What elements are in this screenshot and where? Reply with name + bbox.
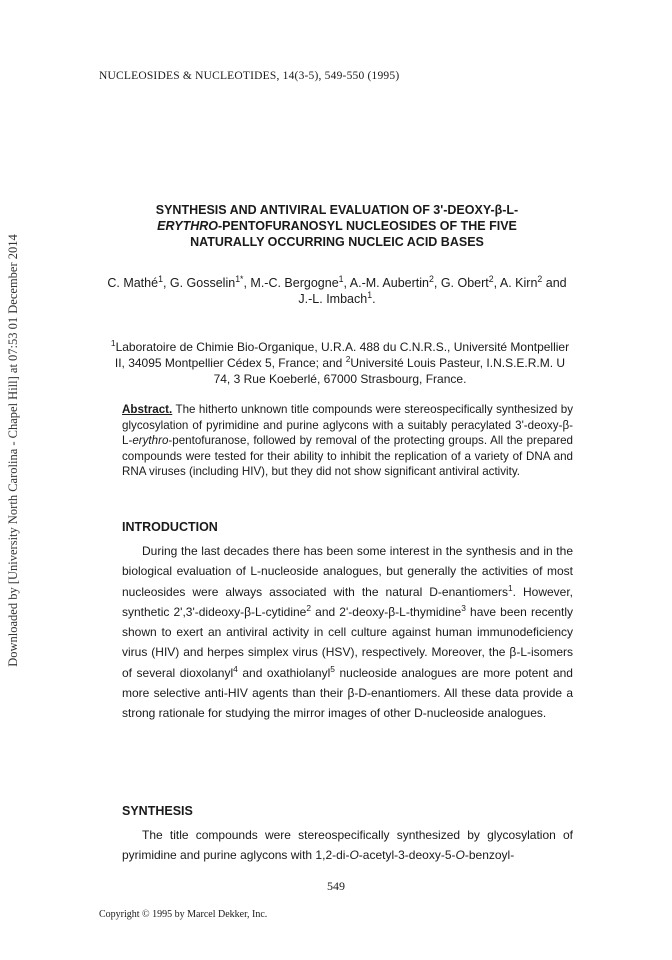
introduction-paragraph <box>122 541 573 724</box>
citation-sup: 2 <box>306 602 312 613</box>
author-sup: 1* <box>235 273 244 284</box>
author-sup: 2 <box>429 273 434 284</box>
paper-title <box>100 202 574 250</box>
author-name: , M.-C. Bergogne <box>243 276 339 290</box>
author-list <box>100 275 574 307</box>
synthesis-paragraph <box>122 825 573 866</box>
affil-text: Laboratoire de Chimie Bio-Organique, U.R.A. 488 du C.N.R.S., Université Montpellier II, 34095 Montpellier Cédex 5, France; and <box>114 340 570 370</box>
page-number: 549 <box>327 879 345 893</box>
citation-sup: 4 <box>233 663 238 674</box>
author-name: , G. Obert <box>433 276 489 290</box>
author-sup: 1 <box>158 273 163 284</box>
author-name: , A.-M. Aubertin <box>343 276 429 290</box>
journal-header: NUCLEOSIDES & NUCLEOTIDES, 14(3-5), 549-550 (1995) <box>99 70 400 82</box>
author-name: , G. Gosselin <box>162 276 236 290</box>
intro-text: nucleoside analogues are more potent and more selective anti-HIV agents than their β-D-enantiomers. All these data provide a strong rationale for studying the mirror images of other D-nucleoside analogues. <box>122 665 573 721</box>
author-end: . <box>372 292 376 306</box>
citation-sup: 1 <box>507 582 513 593</box>
abstract-label: Abstract. <box>122 403 173 416</box>
syn-text: -acetyl-3-deoxy-5- <box>358 848 456 863</box>
intro-text: have been recently shown to exert an antiviral activity in cell culture against human immunodeficiency virus (HIV) and herpes simplex virus (HSV), respectively. Moreover, the β-L-isomers of several dioxolanyl <box>122 604 574 680</box>
affil-sup: 1 <box>110 338 116 348</box>
intro-text: and oxathiolanyl <box>237 665 331 680</box>
abstract-text: -pentofuranose, followed by removal of the protecting groups. All the prepared compounds were tested for their ability to inhibit the replication of a variety of DNA and RNA viruses (including HIV), but they did not show significant antiviral activity. <box>122 434 573 479</box>
citation-sup: 5 <box>330 663 335 674</box>
affiliations <box>110 339 570 387</box>
synthesis-heading: SYNTHESIS <box>122 804 193 818</box>
copyright-notice: Copyright © 1995 by Marcel Dekker, Inc. <box>99 909 268 920</box>
title-italic: ERYTHRO <box>157 219 218 233</box>
citation-sup: 3 <box>461 602 466 613</box>
syn-italic: O <box>455 848 465 863</box>
abstract-italic: erythro <box>132 434 169 448</box>
title-line-2 <box>100 218 574 234</box>
author-sup: 2 <box>488 273 494 284</box>
introduction-heading: INTRODUCTION <box>122 520 218 534</box>
abstract <box>122 402 573 480</box>
title-line-1: SYNTHESIS AND ANTIVIRAL EVALUATION OF 3'-DEOXY-β-L- <box>155 203 519 217</box>
author-sup: 2 <box>537 273 543 284</box>
download-watermark <box>2 170 24 730</box>
affil-text: Université Louis Pasteur, I.N.S.E.R.M. U 74, 3 Rue Koeberlé, 67000 Strasbourg, France. <box>213 356 566 386</box>
intro-text: and 2'-deoxy-β-L-thymidine <box>311 604 462 619</box>
author-name: C. Mathé <box>107 276 159 290</box>
author-sup: 1 <box>367 289 373 300</box>
download-note: Downloaded by [University North Carolina - Chapel Hill] at 07:53 01 December 2014 <box>5 233 20 667</box>
intro-text: During the last decades there has been some interest in the synthesis and in the biological evaluation of L-nucleoside analogues, but generally the activities of most nucleosides were always associated with the natural D-enantiomers <box>122 544 573 599</box>
author-name: and J.-L. Imbach <box>298 276 567 306</box>
syn-text: -benzoyl- <box>464 848 515 863</box>
syn-text: The title compounds were stereospecifically synthesized by glycosylation of pyrimidine and purine aglycons with 1,2-di- <box>122 828 573 863</box>
abstract-text: The hitherto unknown title compounds were stereospecifically synthesized by glycosylation of pyrimidine and purine aglycons with a suitably peracylated 3'-deoxy-β-L- <box>122 403 573 448</box>
intro-text: . However, synthetic 2',3'-dideoxy-β-L-cytidine <box>122 584 573 619</box>
title-line-3: NATURALLY OCCURRING NUCLEIC ACID BASES <box>190 235 484 249</box>
affil-sup: 2 <box>345 354 351 364</box>
author-name: , A. Kirn <box>493 276 538 290</box>
title-line-2-rest: -PENTOFURANOSYL NUCLEOSIDES OF THE FIVE <box>218 219 517 233</box>
author-sup: 1 <box>338 273 344 284</box>
syn-italic: O <box>349 848 359 863</box>
